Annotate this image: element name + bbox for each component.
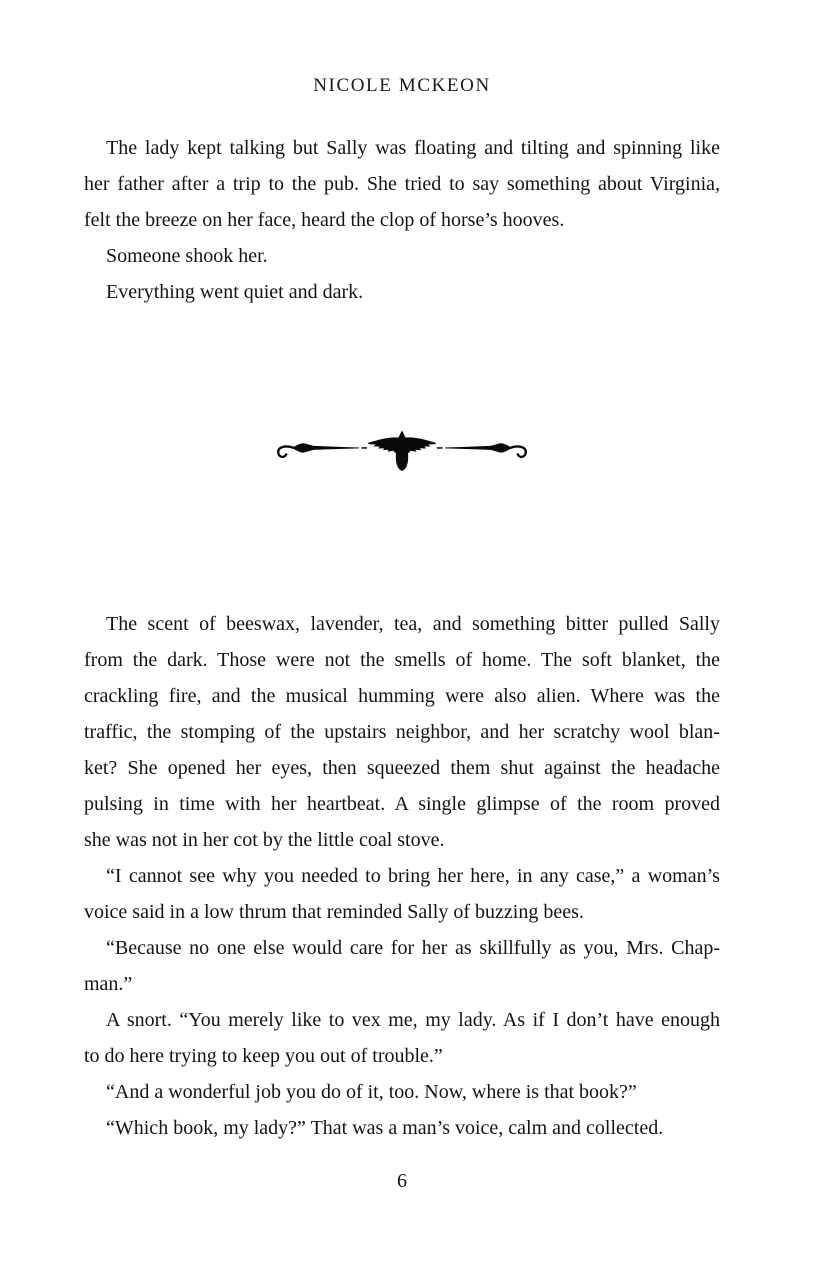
text-line-content: “Which book, my lady?” That was a man’s voice, calm and collected.	[106, 1117, 664, 1139]
text-line	[84, 1038, 720, 1074]
text-line-content: “And a wonderful job you do of it, too. Now, where is that book?”	[106, 1081, 637, 1103]
text-line	[84, 822, 720, 858]
text-line-content: crackling fire, and the musical humming were also alien. Where was the	[84, 685, 720, 707]
text-line-content: ket? She opened her eyes, then squeezed them shut against the headache	[84, 757, 720, 779]
scene-break-ornament	[277, 429, 527, 473]
text-line	[84, 166, 720, 202]
paragraph	[84, 606, 720, 858]
text-line-content: to do here trying to keep you out of trouble.”	[84, 1045, 443, 1067]
paragraph	[84, 930, 720, 1002]
text-line	[84, 202, 720, 238]
text-line-content: she was not in her cot by the little coal stove.	[84, 829, 445, 851]
text-line-content: The scent of beeswax, lavender, tea, and something bitter pulled Sally	[106, 613, 720, 635]
running-header: NICOLE MCKEON	[313, 75, 491, 96]
paragraph	[84, 1002, 720, 1074]
text-line	[84, 1074, 720, 1110]
paragraph	[84, 1074, 720, 1110]
text-line	[84, 606, 720, 642]
paragraph	[84, 238, 720, 274]
paragraph	[84, 130, 720, 238]
text-line-content: felt the breeze on her face, heard the clop of horse’s hooves.	[84, 209, 565, 231]
text-line	[84, 130, 720, 166]
text-line	[84, 930, 720, 966]
text-line	[84, 966, 720, 1002]
paragraph	[84, 858, 720, 930]
paragraph	[84, 1110, 720, 1146]
text-line-content: from the dark. Those were not the smells of home. The soft blanket, the	[84, 649, 721, 671]
text-line-content: Someone shook her.	[106, 245, 268, 267]
text-line	[84, 238, 720, 274]
section-after-break	[84, 606, 720, 1146]
umbrella-left-icon	[278, 443, 367, 457]
paragraph	[84, 274, 720, 310]
text-line	[84, 750, 720, 786]
text-line-content: traffic, the stomping of the upstairs neighbor, and her scratchy wool blan-	[84, 721, 720, 743]
text-line	[84, 678, 720, 714]
umbrella-right-icon	[437, 443, 526, 457]
text-line-content: man.”	[84, 973, 133, 995]
text-line	[84, 894, 720, 930]
text-line-content: voice said in a low thrum that reminded Sally of buzzing bees.	[84, 901, 584, 923]
text-line-content: Everything went quiet and dark.	[106, 281, 364, 303]
page-number: 6	[397, 1170, 407, 1192]
text-line-content: “I cannot see why you needed to bring her here, in any case,” a woman’s	[106, 865, 720, 887]
text-line-content: her father after a trip to the pub. She tried to say something about Virginia,	[84, 173, 720, 195]
text-line	[84, 1110, 720, 1146]
text-line	[84, 274, 720, 310]
text-line	[84, 1002, 720, 1038]
crow-icon	[368, 431, 436, 471]
text-line	[84, 642, 720, 678]
section-before-break	[84, 130, 720, 310]
text-line-content: The lady kept talking but Sally was floating and tilting and spinning like	[106, 137, 720, 159]
text-line-content: pulsing in time with her heartbeat. A single glimpse of the room proved	[84, 793, 721, 815]
text-line-content: “Because no one else would care for her as skillfully as you, Mrs. Chap-	[106, 937, 720, 959]
text-line	[84, 786, 720, 822]
text-line-content: A snort. “You merely like to vex me, my lady. As if I don’t have enough	[106, 1009, 721, 1031]
text-line	[84, 714, 720, 750]
text-line	[84, 858, 720, 894]
